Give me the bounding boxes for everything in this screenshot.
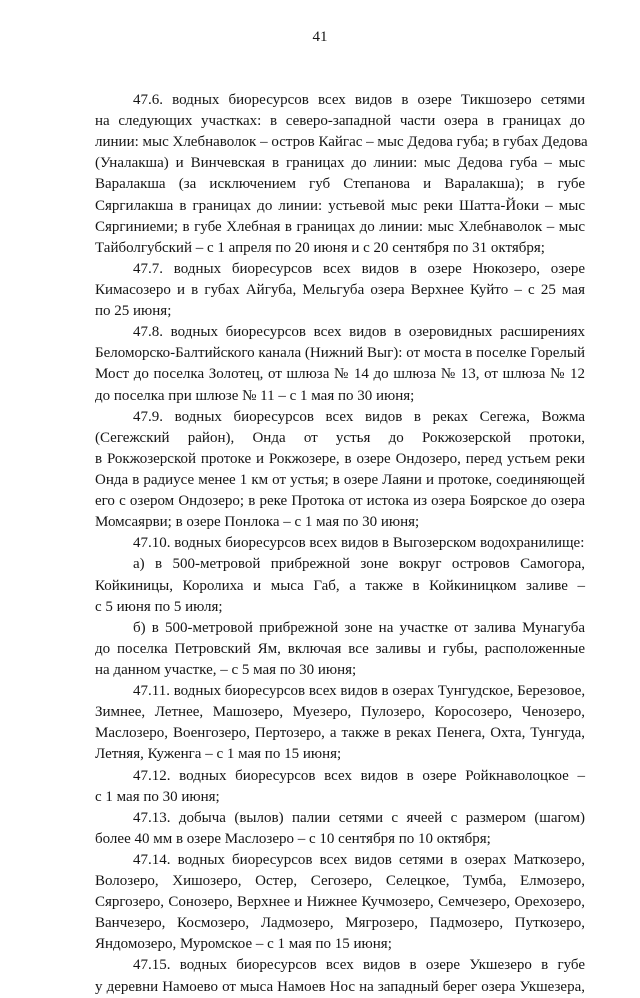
text-line: 47.11. водных биоресурсов всех видов в озерах Тунгудское, Березовое, (133, 683, 586, 700)
document-body (95, 90, 588, 998)
text-line: Тайболгубский – с 1 апреля по 20 июня и с 20 сентября по 31 октября; (95, 239, 545, 256)
text-line: 47.15. водных биоресурсов всех видов в озере Укшезеро в губе (133, 957, 585, 974)
text-line: у деревни Намоево от мыса Намоев Нос на западный берег озера Укшезера, (95, 978, 585, 995)
text-line: Момсаярви; в озере Понлока – с 1 мая по 30 июня; (95, 514, 420, 531)
text-line: до поселка Петровский Ям, включая все заливы и губы, расположенные (95, 640, 585, 657)
text-line: (Сегежский район), Онда от устья до Рокжозерской протоки, (95, 429, 585, 446)
text-line: Кимасозеро и в губах Айгуба, Мельгуба озера Верхнее Куйто – с 25 мая (95, 281, 585, 298)
text-line: 47.13. добыча (вылов) палии сетями с ячеей с размером (шагом) (133, 809, 585, 826)
text-line: до поселка при шлюзе № 11 – с 1 мая по 30 июня; (95, 387, 415, 404)
text-line: а) в 500-метровой прибрежной зоне вокруг островов Самогора, (133, 556, 585, 573)
text-line: 47.9. водных биоресурсов всех видов в реках Сегежа, Вожма (133, 408, 585, 425)
text-line: линии: мыс Хлебнаволок – остров Кайгас – мыс Дедова губа; в губах Дедова (95, 134, 588, 151)
text-line: 47.7. водных биоресурсов всех видов в озере Нюкозеро, озере (133, 260, 585, 277)
text-line: в Рокжозерской протоке и Рокжозере, в озере Ондозеро, перед устьем реки (95, 450, 585, 467)
text-line: 47.8. водных биоресурсов всех видов в озеровидных расширениях (133, 324, 585, 341)
page-number: 41 (312, 29, 328, 45)
text-line: Ванчезеро, Космозеро, Ладмозеро, Мягрозеро, Падмозеро, Путкозеро, (95, 915, 585, 932)
text-line: Маслозеро, Военгозеро, Пертозеро, а также в реках Пенега, Охта, Тунгуда, (95, 725, 585, 742)
text-line: Мост до поселка Золотец, от шлюза № 14 до шлюза № 13, от шлюза № 12 (95, 366, 585, 383)
text-line: на данном участке, – с 5 мая по 30 июня; (95, 661, 357, 678)
text-line: его с озером Ондозеро; в реке Протока от истока из озера Боярское до озера (95, 493, 585, 510)
text-line: Летняя, Куженга – с 1 мая по 15 июня; (95, 746, 342, 763)
text-line: 47.6. водных биоресурсов всех видов в озере Тикшозеро сетями (133, 92, 585, 108)
text-line: б) в 500-метровой прибрежной зоне на участке от залива Мунагуба (133, 619, 585, 636)
text-line: Зимнее, Летнее, Машозеро, Муезеро, Пулозеро, Коросозеро, Ченозеро, (95, 704, 585, 721)
text-line: Сяргозеро, Сонозеро, Верхнее и Нижнее Кучмозеро, Семчезеро, Орехозеро, (95, 894, 585, 911)
text-line: с 5 июня по 5 июля; (95, 598, 223, 615)
text-line: Онда в радиусе менее 1 км от устья; в озере Лаяни и протоке, соединяющей (95, 471, 585, 488)
text-line: Койкиницы, Королиха и мыса Габ, а также в Койкиницком заливе – (95, 577, 585, 594)
text-line: Сяргиниеми; в губе Хлебная в границах до линии: мыс Хлебнаволок – мыс (95, 218, 585, 235)
text-line: с 1 мая по 30 июня; (95, 788, 220, 805)
text-line: Яндомозеро, Муромское – с 1 мая по 15 июня; (95, 936, 392, 953)
text-line: Сяргилакша в границах до линии: устьевой мыс реки Шатта-Йоки – мыс (95, 197, 585, 214)
text-line: 47.14. водных биоресурсов всех видов сетями в озерах Маткозеро, (133, 851, 585, 868)
text-line: более 40 мм в озере Маслозеро – с 10 сентября по 10 октября; (95, 830, 491, 847)
text-line: 47.10. водных биоресурсов всех видов в Выгозерском водохранилище: (133, 535, 585, 552)
text-line: Варалакша (за исключением губ Степанова и Варалакша); в губе (95, 176, 585, 193)
text-line: (Уналакша) и Винчевская в границах до линии: мыс Дедова губа – мыс (95, 155, 585, 172)
text-line: 47.12. водных биоресурсов всех видов в озере Ройкнаволоцкое – (133, 767, 585, 784)
text-line: Волозеро, Хишозеро, Остер, Сегозеро, Селецкое, Тумба, Елмозеро, (95, 873, 585, 890)
text-line: на следующих участках: в северо-западной части озера в границах до (95, 113, 585, 130)
text-line: Беломорско-Балтийского канала (Нижний Выг): от моста в поселке Горелый (95, 345, 585, 362)
text-line: по 25 июня; (95, 303, 172, 320)
